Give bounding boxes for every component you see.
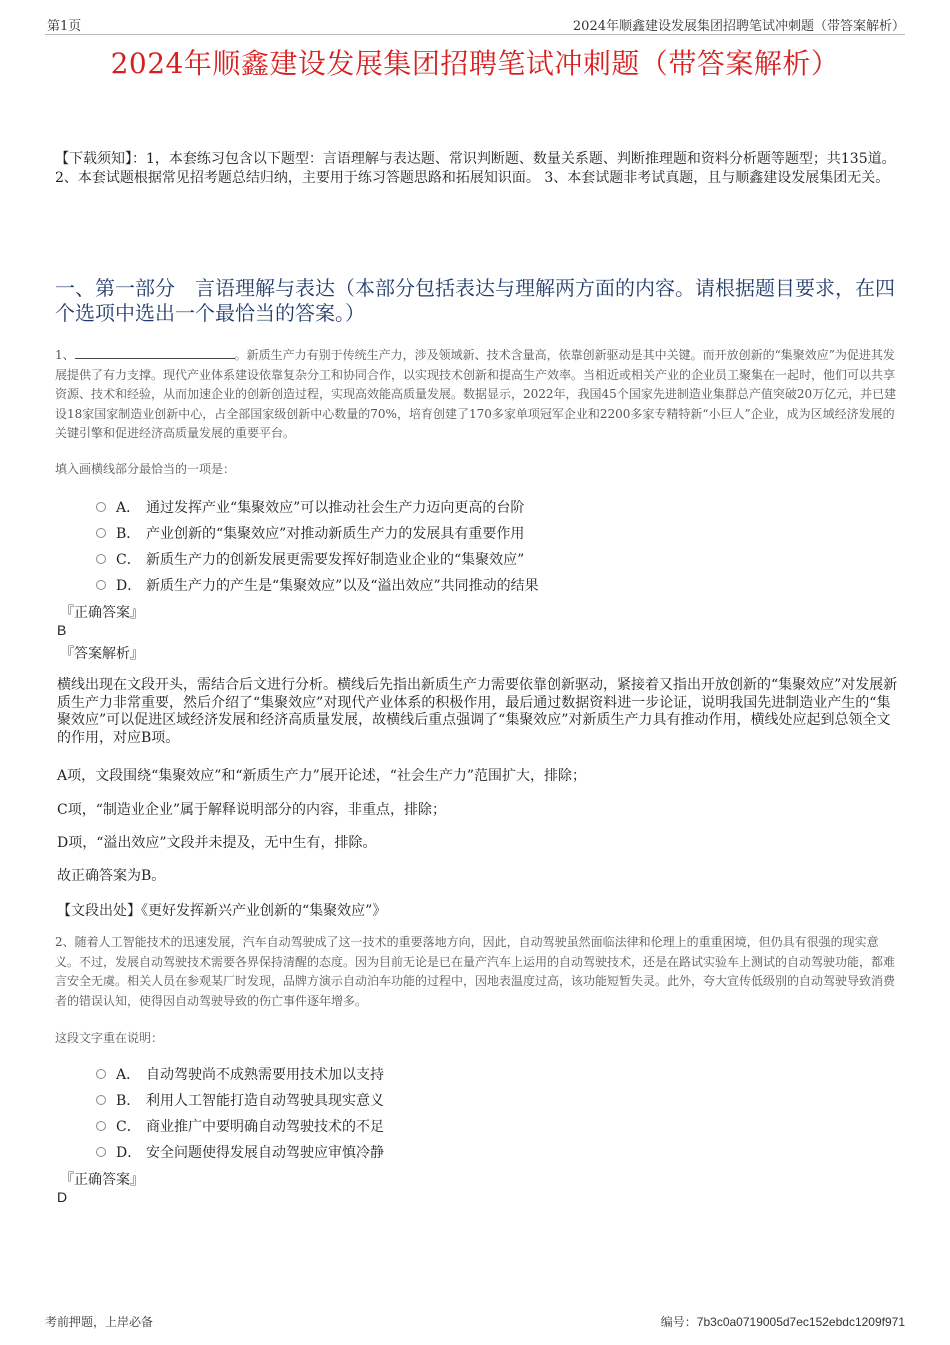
header-doc-title: 2024年顺鑫建设发展集团招聘笔试冲刺题（带答案解析） (572, 19, 905, 34)
question-1-option-c[interactable]: C． 新质生产力的创新发展更需要发挥好制造业企业的“集聚效应” (96, 549, 524, 569)
question-2-prompt: 这段文字重在说明： (55, 1031, 164, 1045)
radio-icon[interactable] (96, 1069, 106, 1079)
page-number: 第1页 (47, 19, 82, 34)
question-2-option-c[interactable]: C． 商业推广中要明确自动驾驶技术的不足 (96, 1116, 384, 1136)
analysis-conclusion: 故正确答案为B。 (57, 868, 166, 884)
source-citation: 【文段出处】《更好发挥新兴产业创新的“集聚效应”》 (57, 903, 387, 919)
radio-icon[interactable] (96, 528, 106, 538)
question-1-number: 1、 (55, 348, 75, 362)
footer-code-value: 7b3c0a0719005d7ec152ebdc1209f971 (696, 1315, 905, 1329)
question-1-body: 。新质生产力有别于传统生产力，涉及领域新、技术含量高，依靠创新驱动是其中关键。而开放创新的“集聚效应”为促进其发展提供了有力支撑。现代产业体系建设依靠复杂分工和协同合作，以实现技术创新和提高生产效率。当相近或相关产业的企业员工聚集在一起时，他们可以共享资源、技术和经验，从而加速企业的创新创造过程，实现高效能高质量发展。数据显示，2022年，我国45个国家先进制造业集群总产值突破20万亿元，并已建设18家国家制造业创新中心，占全部国家级创新中心数量的70%，培育创建了170多家单项冠军企业和2200多家专精特新“小巨人”企业，成为区域经济发展的关键引擎和促进经济高质量发展的重要平台。 (55, 348, 897, 440)
answer-label: 『正确答案』 (60, 605, 144, 621)
question-2-option-d[interactable]: D． 安全问题使得发展自动驾驶应审慎冷静 (96, 1142, 384, 1162)
question-1-option-d[interactable]: D． 新质生产力的产生是“集聚效应”以及“溢出效应”共同推动的结果 (96, 575, 539, 595)
answer-value: D (57, 1189, 68, 1205)
radio-icon[interactable] (96, 1095, 106, 1105)
page-title: 2024年顺鑫建设发展集团招聘笔试冲刺题（带答案解析） (110, 47, 840, 80)
fill-blank-line (75, 346, 235, 359)
analysis-option-d: D项，“溢出效应”文段并未提及，无中生有，排除。 (57, 835, 377, 851)
analysis-label: 『答案解析』 (60, 646, 144, 662)
question-1-option-b[interactable]: B． 产业创新的“集聚效应”对推动新质生产力的发展具有重要作用 (96, 523, 524, 543)
question-2-option-a[interactable]: A． 自动驾驶尚不成熟需要用技术加以支持 (96, 1064, 384, 1084)
radio-icon[interactable] (96, 1121, 106, 1131)
footer-code-label: 编号： (660, 1315, 697, 1329)
question-1-option-a[interactable]: A． 通过发挥产业“集聚效应”可以推动社会生产力迈向更高的台阶 (96, 497, 524, 517)
analysis-option-a: A项，文段围绕“集聚效应”和“新质生产力”展开论述，“社会生产力”范围扩大，排除； (57, 768, 587, 784)
question-2-text: 2、随着人工智能技术的迅速发展，汽车自动驾驶成了这一技术的重要落地方向，因此，自动驾驶虽然面临法律和伦理上的重重困境，但仍具有很强的现实意义。不过，发展自动驾驶技术需要各界保持清醒的态度。因为目前无论是已在量产汽车上运用的自动驾驶技术，还是在路试实验车上测试的自动驾驶功能，都难言安全无虞。相关人员在参观某厂时发现，品牌方演示自动泊车功能的过程中，因地表温度过高，该功能短暂失灵。此外，夸大宣传低级别的自动驾驶导致消费者的错误认知，使得因自动驾驶导致的伤亡事件逐年增多。 (55, 935, 896, 1008)
answer-value: B (57, 622, 67, 638)
radio-icon[interactable] (96, 580, 106, 590)
footer-code (661, 1313, 905, 1330)
footer-slogan: 考前押题，上岸必备 (45, 1315, 154, 1329)
section-heading: 一、第一部分 言语理解与表达（本部分包括表达与理解两方面的内容。请根据题目要求，在四个选项中选出一个最恰当的答案。） (55, 276, 895, 325)
radio-icon[interactable] (96, 1147, 106, 1157)
question-1-text (55, 346, 900, 444)
download-notice: 【下载须知】：1，本套练习包含以下题型：言语理解与表达题、常识判断题、数量关系题、判断推理题和资料分析题等题型；共135道。 2、本套试题根据常见招考题总结归纳，主要用于练习答题思路和拓展知识面。 3、本套试题非考试真题，且与顺鑫建设发展集团无关。 (55, 151, 896, 186)
question-1-prompt: 填入画横线部分最恰当的一项是： (55, 462, 236, 476)
analysis-text: 横线出现在文段开头，需结合后文进行分析。横线后先指出新质生产力需要依靠创新驱动，紧接着又指出开放创新的“集聚效应”对发展新质生产力非常重要，然后介绍了“集聚效应”对现代产业体系的积极作用，最后通过数据资料进一步论证，说明我国先进制造业产生的“集聚效应”可以促进区域经济发展和经济高质量发展，故横线后重点强调了“集聚效应”对新质生产力具有推动作用，横线处应起到总领全文的作用，对应B项。 (57, 677, 898, 746)
question-2-option-b[interactable]: B． 利用人工智能打造自动驾驶具现实意义 (96, 1090, 384, 1110)
analysis-option-c: C项，“制造业企业”属于解释说明部分的内容，非重点，排除； (57, 802, 447, 818)
radio-icon[interactable] (96, 502, 106, 512)
page-header (45, 12, 905, 35)
radio-icon[interactable] (96, 554, 106, 564)
answer-label: 『正确答案』 (60, 1172, 144, 1188)
